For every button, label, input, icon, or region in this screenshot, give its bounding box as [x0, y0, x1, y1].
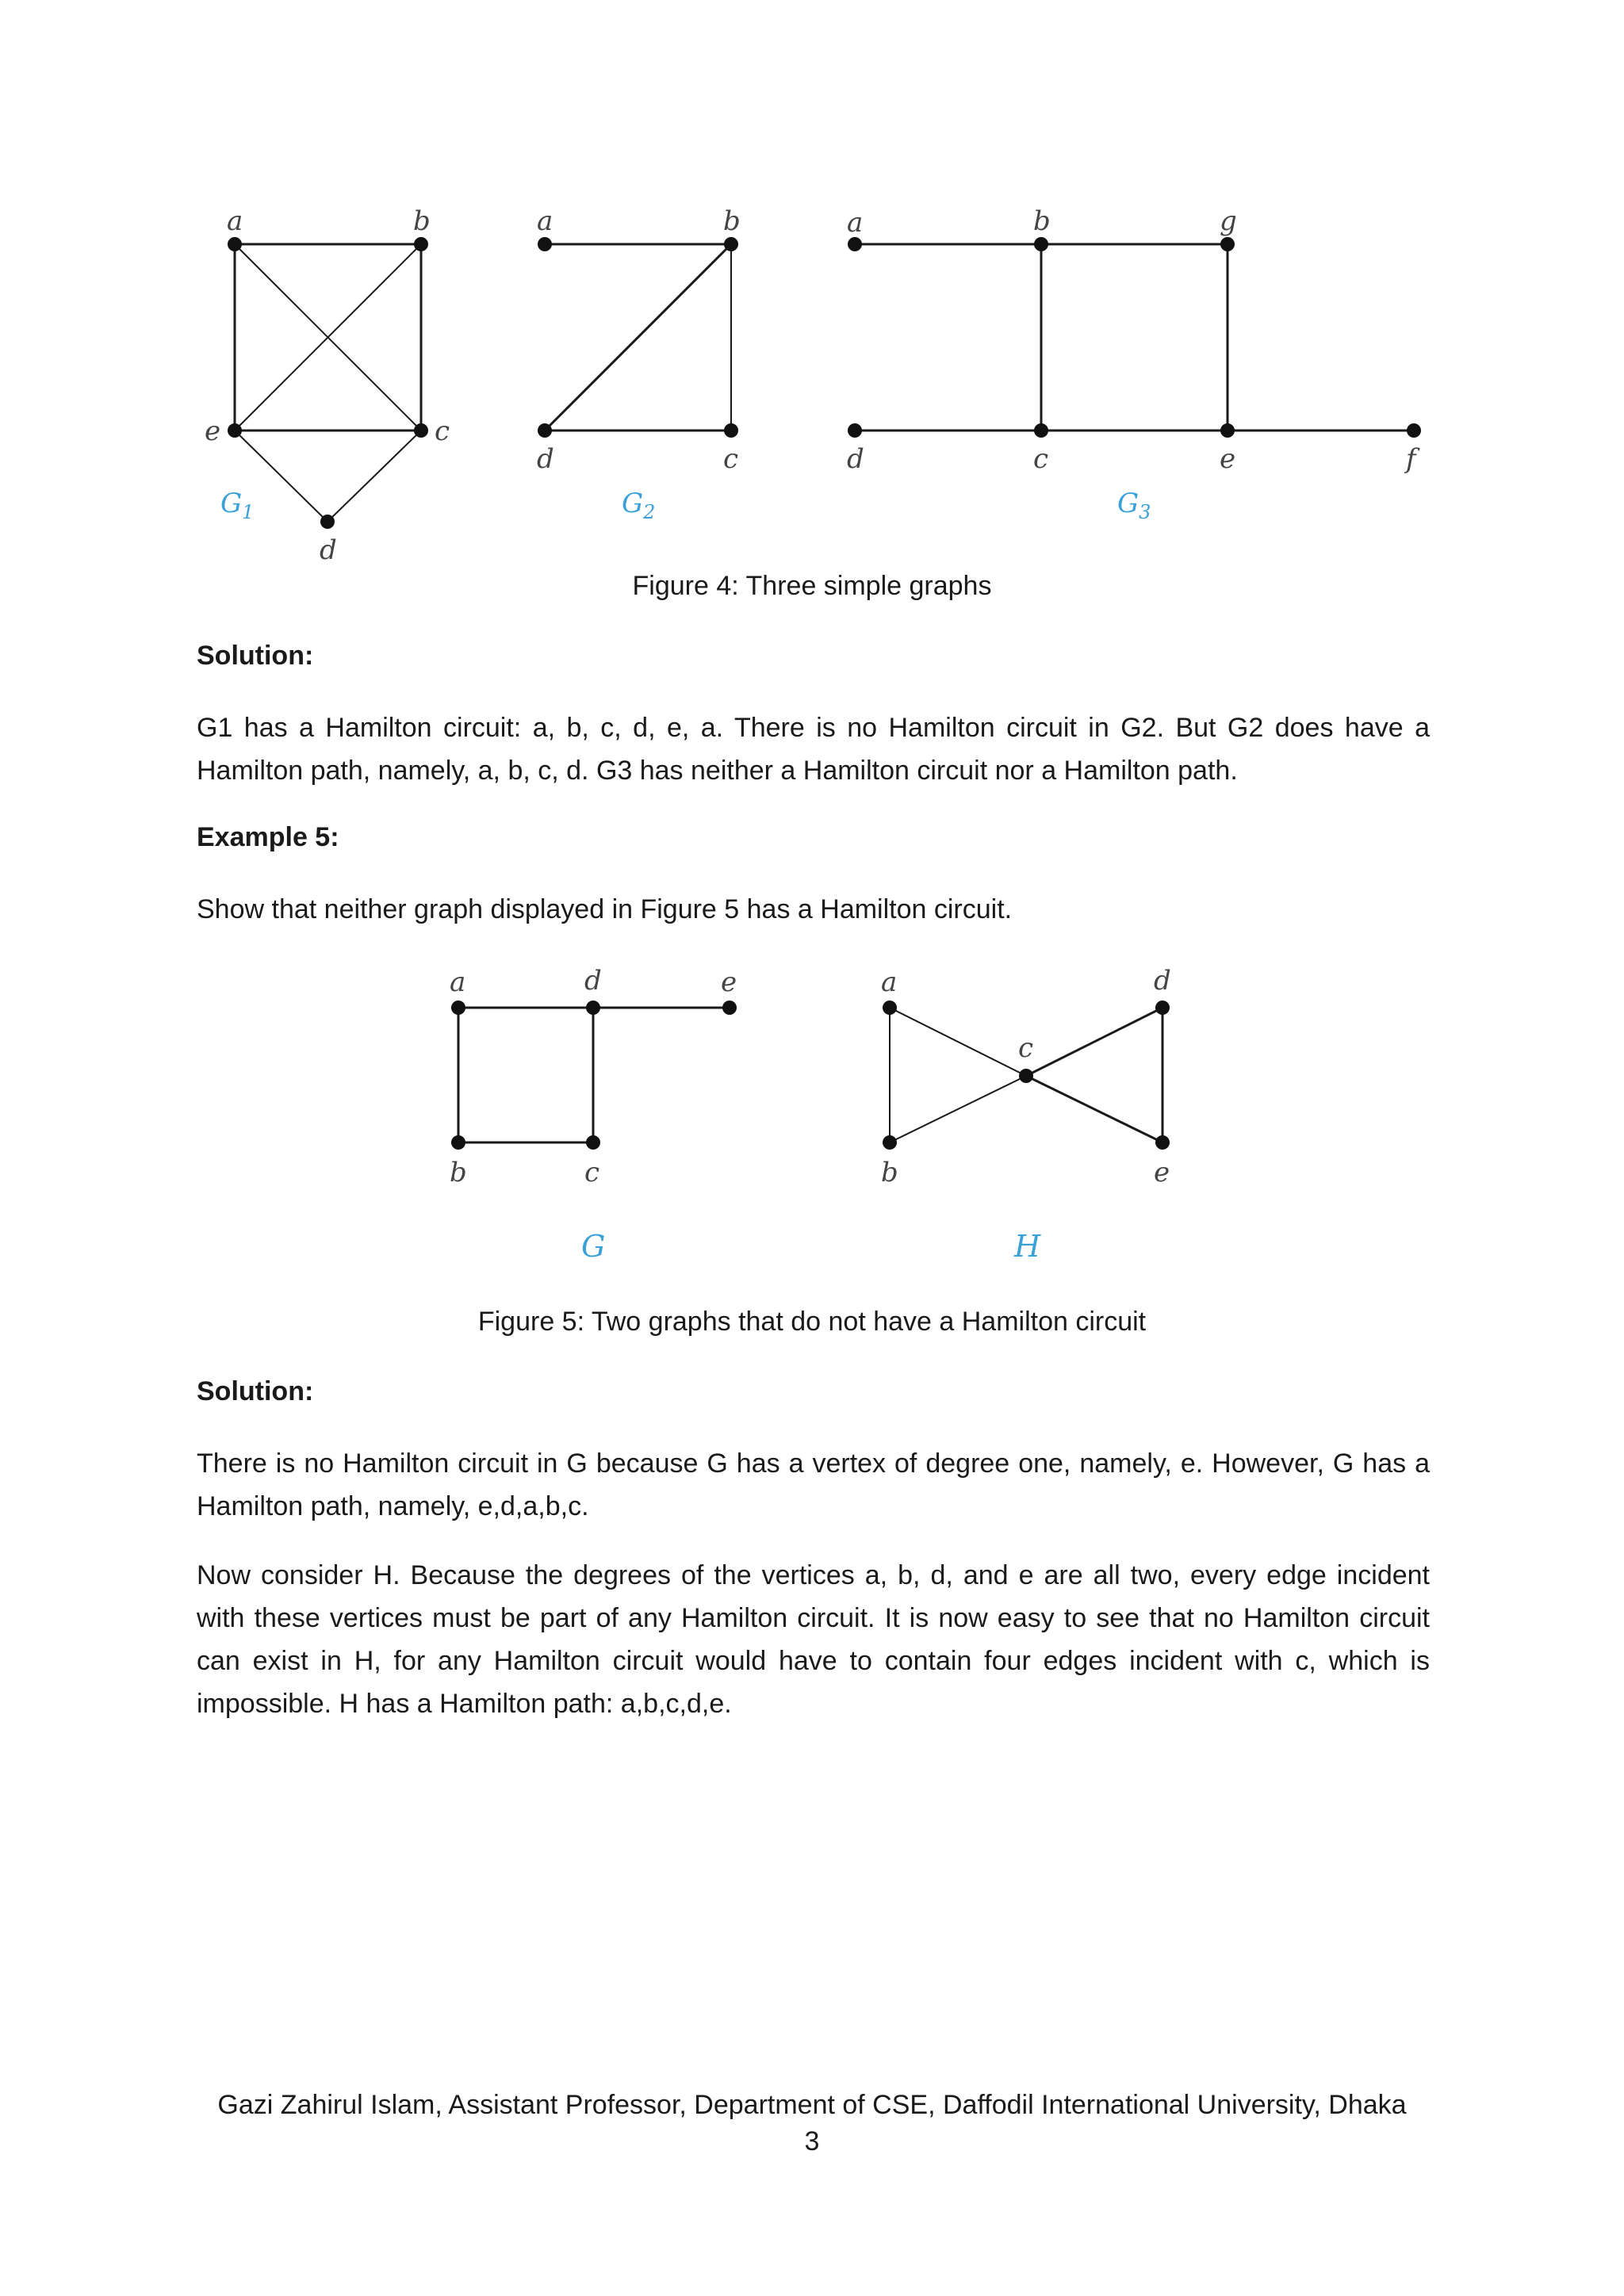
example-heading: Example 5: [197, 822, 339, 852]
edge-a-c [890, 1008, 1026, 1076]
vertex-label-b: b [723, 205, 741, 237]
vertex-c [586, 1135, 600, 1150]
vertex-a [451, 1001, 465, 1015]
solution-heading: Solution: [197, 641, 314, 671]
graph-label-g3: $G_3$ [1117, 488, 1151, 523]
vertex-label-e: e [1154, 1157, 1170, 1188]
solution-paragraph-2: Now consider H. Because the degrees of the vertices a, b, d, and e are all two, every edge incident with these vertices must be part of any Hamilton circuit. It is now easy to see that no Hamilton circuit can exist in H, for any Hamilton circuit would have to contain four edges incident with c, which is impossible. H has a Hamilton path: a,b,c,d,e. [197, 1560, 1430, 1719]
edge-c-d [1026, 1008, 1162, 1076]
vertex-label-d: d [584, 965, 602, 997]
figure-5-caption: Figure 5: Two graphs that do not have a Hamilton circuit [477, 1307, 1147, 1337]
vertex-label-e: e [721, 966, 737, 998]
vertex-label-d: d [1154, 965, 1171, 997]
graph-label-h: H [1014, 1229, 1041, 1264]
vertex-label-g: g [1220, 205, 1237, 237]
solution-text: G1 has a Hamilton circuit: a, b, c, d, e, a. There is no Hamilton circuit in G2. But G2 does have a Hamilton path, namely, a, b, c, d. G3 has neither a Hamilton circuit nor a Hamilton path. [197, 713, 1430, 786]
vertex-label-e: e [205, 415, 221, 447]
vertex-label-c: c [1018, 1032, 1034, 1064]
vertex-label-a: a [847, 207, 864, 239]
vertex-label-a: a [450, 966, 466, 998]
figure-4-caption: Figure 4: Three simple graphs [632, 571, 992, 601]
vertex-label-d: d [847, 443, 864, 475]
solution-heading: Solution: [197, 1376, 314, 1406]
vertex-d [1155, 1001, 1170, 1015]
vertex-d [586, 1001, 600, 1015]
vertex-label-a: a [881, 966, 898, 998]
graph-label-g: G [581, 1229, 606, 1264]
vertex-label-c: c [584, 1157, 600, 1188]
vertex-e [1155, 1135, 1170, 1150]
vertex-label-c: c [435, 415, 450, 447]
vertex-c [1019, 1069, 1033, 1083]
vertex-label-d: d [537, 443, 554, 475]
vertex-label-c: c [723, 443, 739, 475]
example-text: Show that neither graph displayed in Figure 5 has a Hamilton circuit. [197, 894, 1013, 924]
vertex-label-b: b [881, 1157, 898, 1188]
vertex-a [883, 1001, 897, 1015]
vertex-label-d: d [320, 534, 337, 566]
edge-c-e [1026, 1076, 1162, 1142]
graph-g [458, 1008, 730, 1142]
solution-paragraph-1: There is no Hamilton circuit in G because G has a vertex of degree one, namely, e. However, G has a Hamilton path, namely, e,d,a,b,c. [197, 1448, 1430, 1521]
graph-label-g2: $G_2$ [622, 488, 656, 523]
graph-label-g1: $G_1$ [220, 488, 255, 523]
vertex-label-a: a [537, 205, 553, 237]
vertex-label-b: b [450, 1157, 467, 1188]
vertex-e [722, 1001, 737, 1015]
page-number: 3 [804, 2126, 820, 2156]
vertex-label-b: b [1033, 205, 1051, 237]
vertex-label-a: a [227, 205, 243, 237]
vertex-b [451, 1135, 465, 1150]
vertex-label-b: b [413, 205, 431, 237]
vertex-label-e: e [1220, 443, 1236, 475]
vertex-label-f: f [1406, 443, 1416, 475]
vertex-label-c: c [1033, 443, 1049, 475]
vertex-b [883, 1135, 897, 1150]
footer-author: Gazi Zahirul Islam, Assistant Professor, Department of CSE, Daffodil International University, Dhaka [217, 2090, 1407, 2120]
edge-b-c [890, 1076, 1026, 1142]
